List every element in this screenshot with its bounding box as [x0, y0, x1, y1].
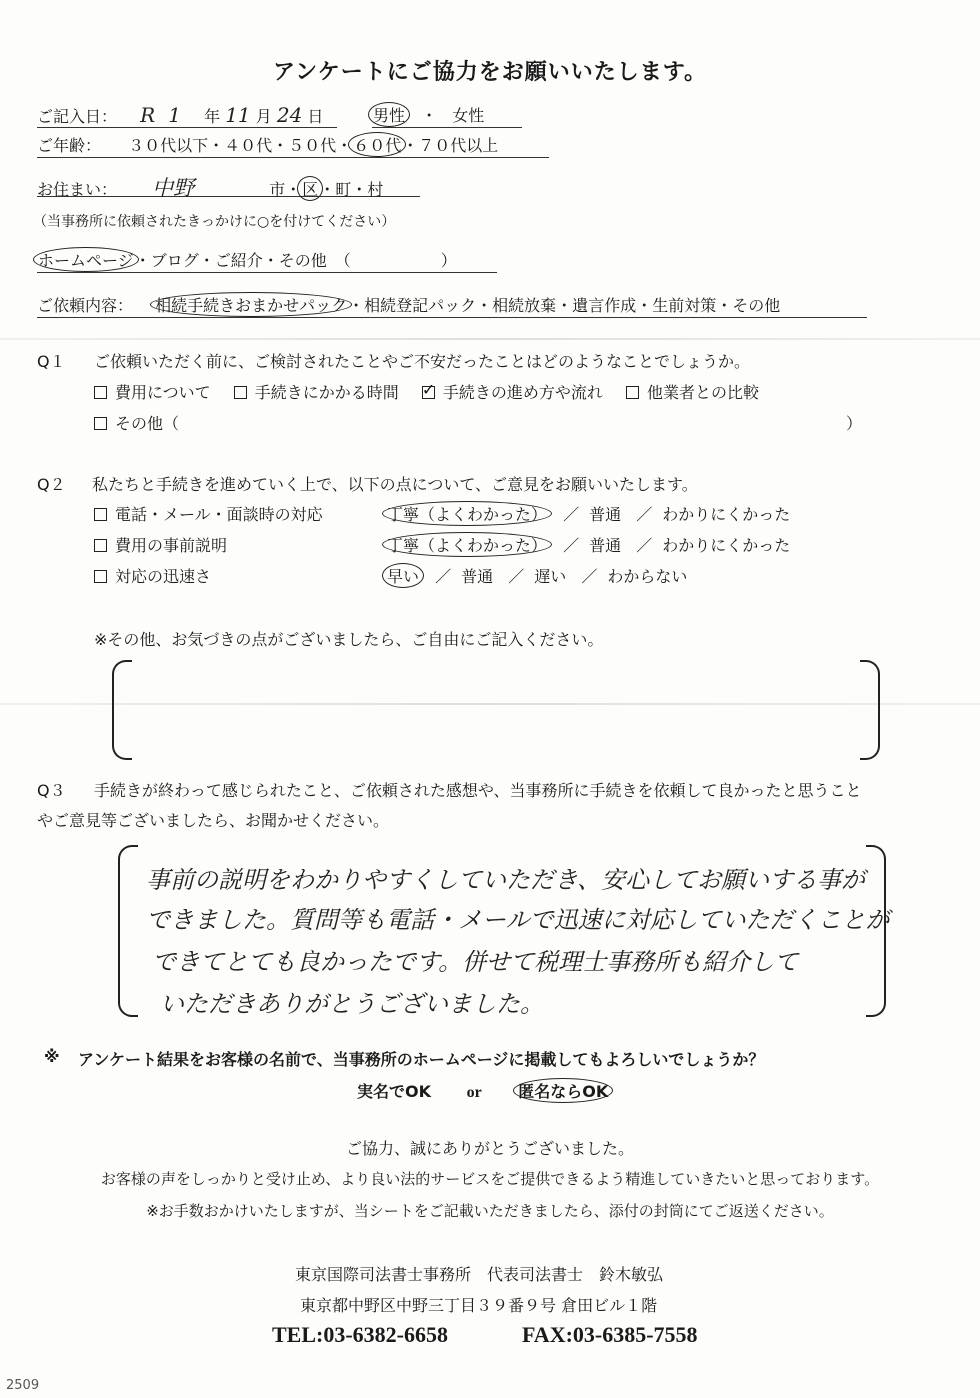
q1-option[interactable]: 他業者との比較: [626, 383, 759, 402]
separator: ／: [636, 505, 653, 524]
office-fax: FAX:03-6385-7558: [522, 1322, 698, 1347]
q2-row-options: [386, 564, 687, 587]
trigger-other-open: （: [334, 251, 351, 270]
checkbox[interactable]: [94, 386, 107, 399]
q2-row-options: [386, 502, 790, 525]
q2-option[interactable]: 普通: [589, 536, 622, 555]
publish-question: アンケート結果をお客様の名前で、当事務所のホームページに掲載してもよろしいでしょうか？: [78, 1050, 765, 1069]
request-option-selected[interactable]: 相続手続きおまかせパック: [150, 292, 352, 317]
q3-text-line2: やご意見等ございましたら、お聞かせください。: [37, 811, 390, 830]
year-unit: 年: [204, 107, 221, 126]
free-comment-bracket-left: [112, 660, 132, 760]
entry-date-label: ご記入日：: [37, 107, 118, 126]
checkbox[interactable]: [626, 386, 639, 399]
month-unit: 月: [255, 107, 272, 126]
q2-option-selected[interactable]: 丁寧（よくわかった）: [382, 532, 552, 557]
q1-number: Q１: [37, 352, 66, 371]
q2-option[interactable]: 普通: [589, 505, 622, 524]
request-option[interactable]: 生前対策: [652, 296, 717, 315]
q2-option[interactable]: わからない: [607, 567, 688, 586]
checkbox[interactable]: [94, 570, 107, 583]
gender-male-option[interactable]: 男性: [368, 102, 410, 127]
request-row: ご依頼内容： 相続手続きおまかせパック・相続登記パック・相続放棄・遺言作成・生前対策・その他: [37, 293, 867, 318]
trigger-row: ホームページ・ブログ・ご紹介・その他 （ ）: [37, 248, 497, 273]
age-row: ご年齢： ３０代以下・４０代・５０代・６０代・７０代以上: [37, 133, 549, 158]
separator: ／: [563, 536, 580, 555]
trigger-option[interactable]: ご紹介: [214, 251, 263, 270]
q3-answer-line: いただきありがとうございました。: [160, 990, 544, 1018]
office-tel: TEL:03-6382-6658: [272, 1322, 448, 1347]
thanks-line: ※お手数おかけいたしますが、当シートをご記載いただきましたら、添付の封筒にてご返送ください。: [146, 1202, 834, 1220]
request-option[interactable]: 相続登記パック: [364, 296, 477, 315]
request-option[interactable]: 相続放棄: [492, 296, 557, 315]
entry-year: 1: [168, 103, 181, 127]
q1-option[interactable]: 費用について: [94, 383, 211, 402]
free-comment-bracket-right: [860, 660, 880, 760]
paper-fold: [0, 338, 980, 340]
request-option[interactable]: その他: [732, 296, 781, 315]
publish-or: or: [466, 1084, 482, 1101]
q2-number: Q２: [37, 475, 66, 494]
age-option[interactable]: ３０代以下: [128, 136, 209, 155]
residence-value: 中野: [152, 176, 195, 200]
trigger-option[interactable]: その他: [278, 251, 327, 270]
q2-option-selected[interactable]: 丁寧（よくわかった）: [382, 501, 552, 526]
trigger-other-close: ）: [440, 251, 457, 270]
q2-row-options: [386, 533, 790, 556]
answer-bracket-left: [118, 845, 138, 1017]
q2-option[interactable]: わかりにくかった: [662, 536, 791, 555]
residence-unit[interactable]: 村: [367, 180, 384, 199]
entry-era: R: [140, 103, 156, 127]
q3-answer-line: できました。質問等も電話・メールで迅速に対応していただくことが: [146, 906, 890, 934]
entry-month: 11: [225, 103, 251, 127]
residence-unit[interactable]: 市: [269, 180, 286, 199]
residence-unit[interactable]: 町: [335, 180, 352, 199]
publish-mark: ※: [44, 1047, 60, 1066]
corner-mark: 2509: [6, 1378, 40, 1393]
thanks-line: お客様の声をしっかりと受け止め、より良い法的サービスをご提供できるよう精進していきたいと思っております。: [100, 1170, 880, 1188]
residence-unit-selected[interactable]: 区: [297, 176, 323, 201]
q2-option-selected[interactable]: 早い: [382, 563, 424, 588]
age-label: ご年齢：: [37, 136, 102, 155]
residence-label: お住まい：: [37, 180, 118, 199]
checkbox[interactable]: [234, 386, 247, 399]
request-option[interactable]: 遺言作成: [572, 296, 637, 315]
gender-row: [372, 103, 522, 128]
day-unit: 日: [307, 107, 324, 126]
q2-option[interactable]: 遅い: [534, 567, 567, 586]
q1-other[interactable]: [94, 411, 179, 434]
q3-text-line1: 手続きが終わって感じられたこと、ご依頼された感想や、当事務所に手続きを依頼して良かったと思うこと: [94, 781, 862, 800]
q1-option[interactable]: 手続きにかかる時間: [234, 383, 399, 402]
request-label: ご依頼内容：: [37, 296, 134, 315]
office-name: 東京国際司法書士事務所 代表司法書士 鈴木敏弘: [295, 1265, 664, 1284]
separator: ／: [636, 536, 653, 555]
thanks-line: ご協力、誠にありがとうございました。: [345, 1139, 634, 1158]
q1-other-close: ）: [846, 414, 863, 433]
trigger-option-selected[interactable]: ホームページ: [37, 251, 135, 270]
separator: ／: [563, 505, 580, 524]
office-address: 東京都中野区中野三丁目３９番９号 倉田ビル１階: [300, 1296, 658, 1315]
q1-other-label: その他（: [115, 414, 180, 433]
entry-date-row: [37, 103, 337, 128]
gender-female-option[interactable]: 女性: [452, 106, 485, 125]
residence-row: お住まい： 中野 市・区・町・村: [37, 172, 420, 197]
trigger-note: （当事務所に依頼されたきっかけに○を付けてください）: [33, 214, 396, 230]
entry-day: 24: [276, 103, 303, 127]
free-comment-field[interactable]: [134, 664, 854, 752]
q1-options: [94, 380, 759, 403]
age-option[interactable]: ５０代: [288, 136, 337, 155]
age-option-selected[interactable]: ６０代: [348, 132, 406, 157]
separator: ／: [435, 567, 452, 586]
checkbox-checked[interactable]: [422, 386, 435, 399]
q2-row-label: 対応の迅速さ: [94, 564, 211, 587]
q2-option[interactable]: わかりにくかった: [662, 505, 791, 524]
age-option[interactable]: ４０代: [224, 136, 273, 155]
q3-answer-line: できてとても良かったです。併せて税理士事務所も紹介して: [152, 948, 799, 976]
checkbox[interactable]: [94, 508, 107, 521]
page-title: アンケートにご協力をお願いいたします。: [273, 60, 707, 85]
q2-text: 私たちと手続きを進めていく上で、以下の点について、ご意見をお願いいたします。: [92, 475, 698, 494]
checkbox[interactable]: [94, 539, 107, 552]
separator: ／: [508, 567, 525, 586]
checkbox[interactable]: [94, 417, 107, 430]
q2-free-prompt: ※その他、お気づきの点がございましたら、ご自由にご記入ください。: [94, 630, 604, 649]
gender-separator: ・: [421, 106, 438, 125]
trigger-option[interactable]: ブログ: [150, 251, 199, 270]
q1-text: ご依頼いただく前に、ご検討されたことやご不安だったことはどのようなことでしょうか。: [94, 352, 751, 371]
publish-anonymous-option-selected[interactable]: 匿名ならOK: [513, 1078, 613, 1103]
publish-real-name-option[interactable]: 実名でOK: [357, 1082, 432, 1101]
q1-option-checked[interactable]: ✓ 手続きの進め方や流れ: [422, 383, 603, 402]
q2-row-label: 費用の事前説明: [94, 533, 227, 556]
q3-number: Q３: [37, 781, 66, 800]
q3-answer-line: 事前の説明をわかりやすくしていただき、安心してお願いする事が: [146, 866, 866, 894]
separator: ／: [581, 567, 598, 586]
age-option[interactable]: ７０代以上: [418, 136, 499, 155]
q2-row-label: 電話・メール・面談時の対応: [94, 502, 323, 525]
publish-options: [357, 1079, 609, 1102]
q2-option[interactable]: 普通: [461, 567, 494, 586]
